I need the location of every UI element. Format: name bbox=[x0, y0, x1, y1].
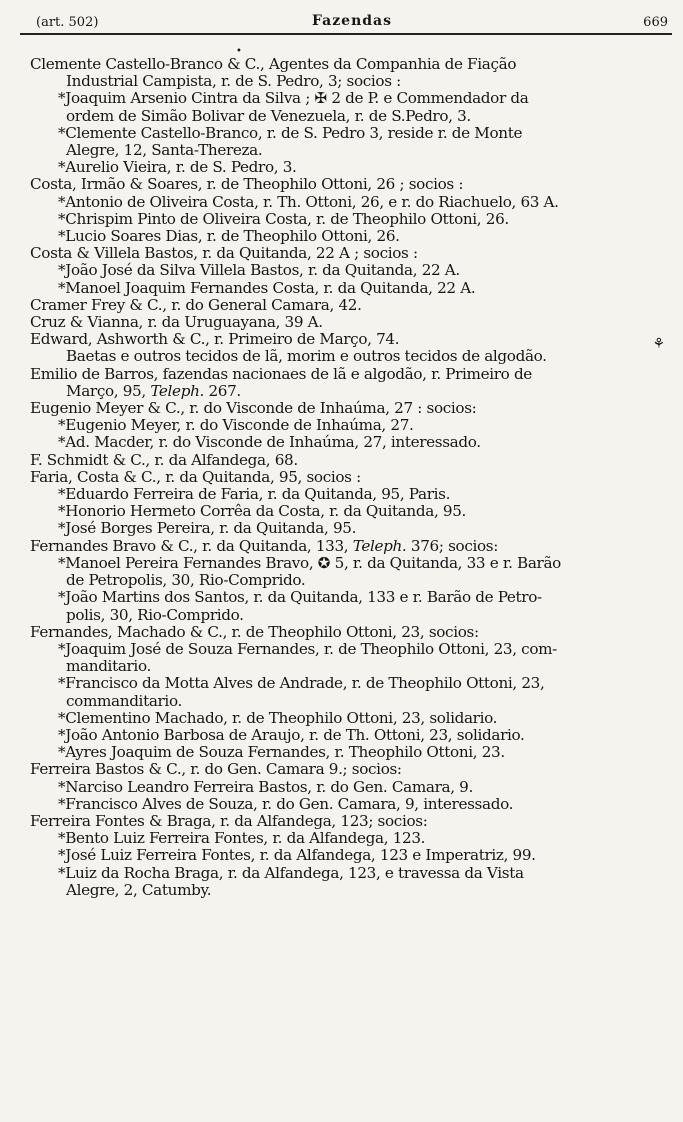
entry-text: *João Antonio Barbosa de Araujo, r. de Th. Ottoni, 23, solidario. bbox=[58, 725, 525, 744]
entry-text: Ferreira Fontes & Braga, r. da Alfandega, 123; socios: bbox=[30, 811, 428, 830]
firm-entry bbox=[22, 297, 662, 314]
entry-text: Faria, Costa & C., r. da Quitanda, 95, socios : bbox=[30, 467, 361, 486]
telephone-label: Teleph. bbox=[352, 536, 407, 555]
partner-entry bbox=[22, 727, 662, 744]
partner-entry bbox=[22, 417, 662, 434]
entry-text: *Ad. Macder, r. do Visconde de Inhaúma, 27, interessado. bbox=[58, 433, 481, 452]
entry-text: Clemente Castello-Branco & C., Agentes da Companhia de Fiação bbox=[30, 55, 517, 73]
header-rule bbox=[20, 33, 672, 35]
page-title: Fazendas bbox=[311, 13, 393, 29]
entry-text: Edward, Ashworth & C., r. Primeiro de Março, 74. bbox=[30, 330, 400, 349]
page-number: 669 bbox=[643, 15, 668, 30]
entry-text: *Clementino Machado, r. de Theophilo Ottoni, 23, solidario. bbox=[58, 708, 498, 727]
firm-entry bbox=[22, 176, 662, 193]
entry-text: manditario. bbox=[66, 657, 151, 676]
firm-entry bbox=[22, 331, 662, 348]
entry-text: *José Borges Pereira, r. da Quitanda, 95. bbox=[58, 519, 357, 538]
partner-entry bbox=[22, 228, 662, 245]
partner-entry bbox=[22, 779, 662, 796]
entry-continuation bbox=[22, 607, 662, 624]
entry-text: Costa, Irmão & Soares, r. de Theophilo Ottoni, 26 ; socios : bbox=[30, 175, 464, 194]
firm-entry bbox=[22, 813, 662, 830]
entry-text: Ferreira Bastos & C., r. do Gen. Camara 9.; socios: bbox=[30, 760, 402, 779]
ink-dot-mark: • bbox=[236, 46, 242, 57]
entry-text: *Antonio de Oliveira Costa, r. Th. Ottoni, 26, e r. do Riachuelo, 63 A. bbox=[58, 192, 559, 211]
entry-text: *Bento Luiz Ferreira Fontes, r. da Alfandega, 123. bbox=[58, 829, 426, 848]
printer-ornament-icon: ⚘ bbox=[652, 336, 665, 352]
entry-text: Baetas e outros tecidos de lã, morim e outros tecidos de algodão. bbox=[66, 347, 547, 366]
entry-text: *José Luiz Ferreira Fontes, r. da Alfandega, 123 e Imperatriz, 99. bbox=[58, 846, 536, 865]
partner-entry bbox=[22, 434, 662, 451]
partner-entry bbox=[22, 641, 662, 658]
entry-text: *Aurelio Vieira, r. de S. Pedro, 3. bbox=[58, 158, 297, 177]
partner-entry bbox=[22, 555, 662, 572]
entry-continuation bbox=[22, 348, 662, 365]
partner-entry bbox=[22, 159, 662, 176]
entry-text: ordem de Simão Bolivar de Venezuela, r. de S.Pedro, 3. bbox=[66, 106, 471, 125]
entry-text: Eugenio Meyer & C., r. do Visconde de Inhaúma, 27 : socios: bbox=[30, 399, 477, 418]
entry-text: Alegre, 12, Santa-Thereza. bbox=[66, 141, 263, 160]
entry-continuation bbox=[22, 658, 662, 675]
firm-entry bbox=[22, 452, 662, 469]
entry-text: *Manoel Joaquim Fernandes Costa, r. da Quitanda, 22 A. bbox=[58, 278, 476, 297]
firm-entry bbox=[22, 538, 662, 555]
partner-entry bbox=[22, 830, 662, 847]
page-header bbox=[36, 12, 668, 34]
partner-entry bbox=[22, 796, 662, 813]
directory-listing bbox=[22, 56, 662, 899]
entry-text: *Francisco da Motta Alves de Andrade, r. de Theophilo Ottoni, 23, bbox=[58, 674, 545, 693]
firm-entry bbox=[22, 761, 662, 778]
firm-entry bbox=[22, 624, 662, 641]
entry-text: Cramer Frey & C., r. do General Camara, 42. bbox=[30, 295, 362, 314]
partner-entry bbox=[22, 744, 662, 761]
partner-entry bbox=[22, 503, 662, 520]
entry-continuation bbox=[22, 383, 662, 400]
entry-text-tail: 267. bbox=[203, 381, 241, 400]
entry-text: *João José da Silva Villela Bastos, r. da Quitanda, 22 A. bbox=[58, 261, 460, 280]
partner-entry bbox=[22, 520, 662, 537]
entry-text: *Luiz da Rocha Braga, r. da Alfandega, 123, e travessa da Vista bbox=[58, 863, 524, 882]
entry-text: *Ayres Joaquim de Souza Fernandes, r. Theophilo Ottoni, 23. bbox=[58, 743, 505, 762]
firm-entry bbox=[22, 469, 662, 486]
partner-entry bbox=[22, 125, 662, 142]
entry-text: *Honorio Hermeto Corrêa da Costa, r. da Quitanda, 95. bbox=[58, 502, 466, 521]
entry-continuation bbox=[22, 572, 662, 589]
entry-text: commanditario. bbox=[66, 691, 182, 710]
firm-entry bbox=[22, 56, 662, 73]
partner-entry bbox=[22, 90, 662, 107]
entry-text: *Joaquim José de Souza Fernandes, r. de Theophilo Ottoni, 23, com- bbox=[58, 639, 557, 658]
entry-text: de Petropolis, 30, Rio-Comprido. bbox=[66, 571, 306, 590]
entry-text: Emilio de Barros, fazendas nacionaes de lã e algodão, r. Primeiro de bbox=[30, 364, 532, 383]
entry-text: *Narciso Leandro Ferreira Bastos, r. do Gen. Camara, 9. bbox=[58, 777, 473, 796]
firm-entry bbox=[22, 245, 662, 262]
entry-text: *Francisco Alves de Souza, r. do Gen. Camara, 9, interessado. bbox=[58, 794, 514, 813]
entry-continuation bbox=[22, 882, 662, 899]
entry-text: polis, 30, Rio-Comprido. bbox=[66, 605, 244, 624]
telephone-label: Teleph. bbox=[150, 381, 204, 400]
partner-entry bbox=[22, 865, 662, 882]
firm-entry bbox=[22, 314, 662, 331]
firm-entry bbox=[22, 366, 662, 383]
entry-text: *Clemente Castello-Branco, r. de S. Pedro 3, reside r. de Monte bbox=[58, 123, 523, 142]
entry-continuation bbox=[22, 108, 662, 125]
entry-text: Alegre, 2, Catumby. bbox=[66, 880, 212, 899]
entry-continuation bbox=[22, 693, 662, 710]
entry-continuation bbox=[22, 142, 662, 159]
partner-entry bbox=[22, 675, 662, 692]
firm-entry bbox=[22, 400, 662, 417]
entry-text: *Chrispim Pinto de Oliveira Costa, r. de Theophilo Ottoni, 26. bbox=[58, 209, 509, 228]
entry-text: *Eugenio Meyer, r. do Visconde de Inhaúma, 27. bbox=[58, 416, 414, 435]
entry-text: Março, 95, bbox=[66, 381, 151, 400]
entry-text: Fernandes Bravo & C., r. da Quitanda, 133, bbox=[30, 536, 353, 555]
partner-entry bbox=[22, 589, 662, 606]
entry-text: Cruz & Vianna, r. da Uruguayana, 39 A. bbox=[30, 313, 323, 332]
entry-continuation bbox=[22, 73, 662, 90]
entry-text: *Lucio Soares Dias, r. de Theophilo Ottoni, 26. bbox=[58, 227, 400, 246]
entry-text: Fernandes, Machado & C., r. de Theophilo Ottoni, 23, socios: bbox=[30, 622, 479, 641]
entry-text-tail: 376; socios: bbox=[406, 536, 498, 555]
entry-text: F. Schmidt & C., r. da Alfandega, 68. bbox=[30, 450, 298, 469]
entry-text: Industrial Campista, r. de S. Pedro, 3; socios : bbox=[66, 72, 401, 91]
partner-entry bbox=[22, 280, 662, 297]
article-reference: (art. 502) bbox=[36, 15, 99, 30]
partner-entry bbox=[22, 710, 662, 727]
entry-text: Costa & Villela Bastos, r. da Quitanda, 22 A ; socios : bbox=[30, 244, 418, 263]
entry-text: *Manoel Pereira Fernandes Bravo, ✪ 5, r. da Quitanda, 33 e r. Barão bbox=[58, 553, 561, 572]
partner-entry bbox=[22, 194, 662, 211]
entry-text: *João Martins dos Santos, r. da Quitanda, 133 e r. Barão de Petro- bbox=[58, 588, 542, 607]
entry-text: *Joaquim Arsenio Cintra da Silva ; ✠ 2 de P. e Commendador da bbox=[58, 89, 529, 108]
partner-entry bbox=[22, 211, 662, 228]
entry-text: *Eduardo Ferreira de Faria, r. da Quitanda, 95, Paris. bbox=[58, 485, 451, 504]
partner-entry bbox=[22, 486, 662, 503]
partner-entry bbox=[22, 847, 662, 864]
partner-entry bbox=[22, 262, 662, 279]
